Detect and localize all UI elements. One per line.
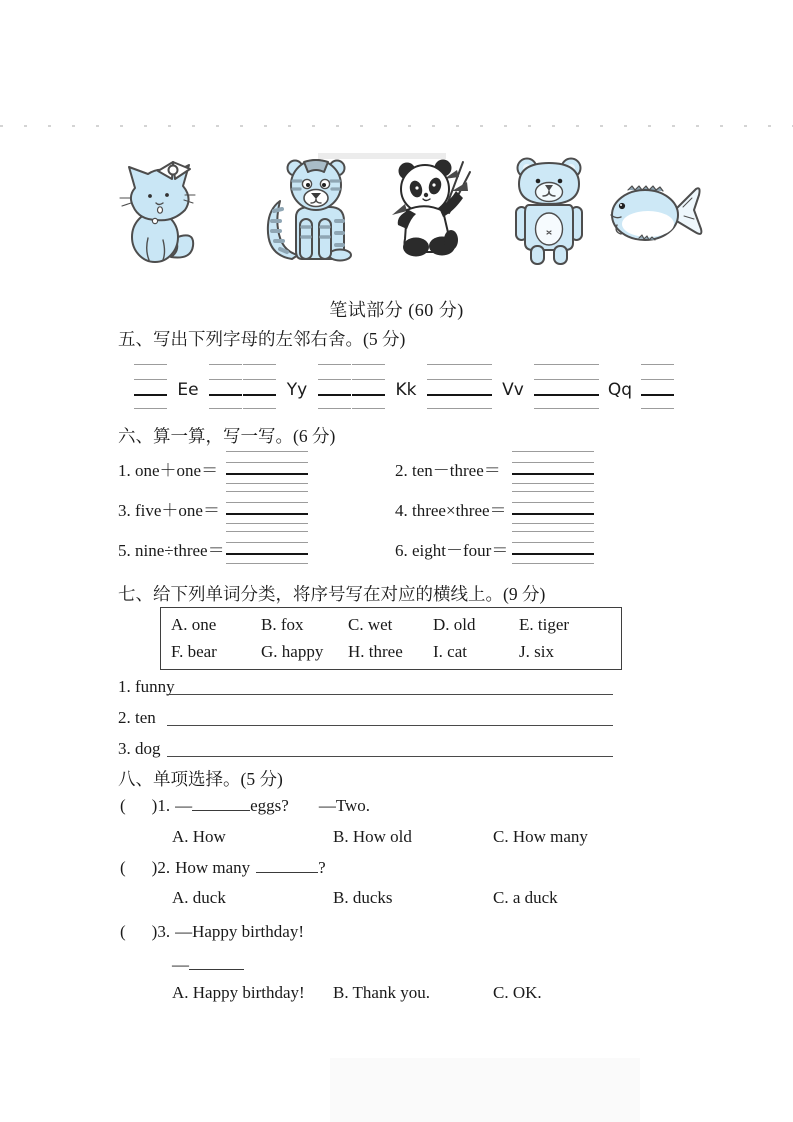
writing-lines-blank xyxy=(134,364,167,410)
answer-text: —Two. xyxy=(318,796,371,815)
dotted-cut-line xyxy=(0,125,793,127)
letter-neighbor-group xyxy=(352,364,460,411)
section5-title: 五、写出下列字母的左邻右舍。(5 分) xyxy=(118,329,406,349)
fish-image xyxy=(605,178,705,251)
letter-neighbor-group xyxy=(134,364,242,411)
scan-shading xyxy=(330,1058,640,1122)
option-a: A. Happy birthday! xyxy=(172,983,305,1002)
option-b: B. Thank you. xyxy=(333,983,430,1002)
answer-lines-blank xyxy=(512,451,594,484)
word-bank-box xyxy=(160,607,622,670)
question-mark: ? xyxy=(318,858,326,877)
math-item-4: 4. three×three＝ xyxy=(395,501,507,520)
question-1-options xyxy=(0,826,793,848)
open-paren: ( xyxy=(120,858,126,877)
letter-label: Qq xyxy=(607,380,633,400)
option-c: C. How many xyxy=(493,827,588,846)
letter-label: Yy xyxy=(286,380,308,400)
section8-title: 八、单项选择。(5 分) xyxy=(118,769,283,789)
word-bank-item: B. fox xyxy=(261,614,304,634)
writing-lines-blank xyxy=(318,364,351,410)
math-item-3: 3. five＋one＝ xyxy=(118,501,220,520)
answer-lines-blank xyxy=(512,491,594,524)
writing-lines-blank xyxy=(566,364,599,410)
answer-line xyxy=(167,694,613,695)
word-bank-item: D. old xyxy=(433,614,476,634)
word-bank-item: A. one xyxy=(171,614,217,634)
stem-text: eggs? xyxy=(250,796,289,815)
option-b: B. ducks xyxy=(333,888,393,907)
fill-blank xyxy=(256,859,318,873)
word-bank-item: I. cat xyxy=(433,642,467,662)
question-1-stem xyxy=(120,795,370,817)
answer-line xyxy=(167,725,613,726)
word-bank-item: C. wet xyxy=(348,614,393,634)
letter-label: Kk xyxy=(395,380,417,400)
question-3-reply xyxy=(172,954,244,976)
question-number: )1. xyxy=(151,796,171,815)
math-item-5: 5. nine÷three＝ xyxy=(118,541,225,560)
classify-label: 3. dog xyxy=(118,739,161,758)
stem-text: How many xyxy=(175,858,251,877)
open-paren: ( xyxy=(120,796,126,815)
question-2-options xyxy=(0,887,793,909)
tiger-image xyxy=(252,155,360,270)
math-item-2: 2. ten－three＝ xyxy=(395,461,501,480)
option-c: C. a duck xyxy=(493,888,558,907)
fill-blank xyxy=(192,797,250,811)
writing-lines-blank xyxy=(427,364,460,410)
open-paren: ( xyxy=(120,922,126,941)
question-3-options xyxy=(0,982,793,1004)
word-bank-item: H. three xyxy=(348,642,403,662)
writing-lines-blank xyxy=(243,364,276,410)
math-item-6: 6. eight－four＝ xyxy=(395,541,509,560)
option-c: C. OK. xyxy=(493,983,542,1002)
classify-row-ten xyxy=(118,707,613,731)
letter-neighbor-group xyxy=(243,364,351,411)
classify-row-dog xyxy=(118,738,613,762)
math-item-1: 1. one＋one＝ xyxy=(118,461,219,480)
letter-label: Vv xyxy=(502,380,524,400)
writing-lines-blank xyxy=(459,364,492,410)
answer-lines-blank xyxy=(226,491,308,524)
cat-image xyxy=(115,158,203,269)
classify-label: 2. ten xyxy=(118,708,156,727)
answer-lines-blank xyxy=(512,531,594,564)
writing-lines-blank xyxy=(641,364,674,410)
word-bank-item: F. bear xyxy=(171,642,217,662)
letter-neighbor-group xyxy=(566,364,674,411)
written-section-heading: 笔试部分 (60 分) xyxy=(329,300,464,320)
option-b: B. How old xyxy=(333,827,412,846)
bear-image xyxy=(512,155,586,270)
letter-neighbor-group xyxy=(459,364,567,411)
section7-title: 七、给下列单词分类，将序号写在对应的横线上。(9 分) xyxy=(118,584,546,604)
question-2-stem xyxy=(120,857,326,879)
answer-line xyxy=(167,756,613,757)
question-number: )2. xyxy=(151,858,171,877)
word-bank-item: E. tiger xyxy=(519,614,570,634)
answer-lines-blank xyxy=(226,451,308,484)
stem-text: —Happy birthday! xyxy=(175,922,304,941)
dialogue-dash: — xyxy=(175,796,193,815)
classify-row-funny xyxy=(118,676,613,700)
question-number: )3. xyxy=(151,922,171,941)
letter-label: Ee xyxy=(177,380,199,400)
writing-lines-blank xyxy=(534,364,567,410)
writing-lines-blank xyxy=(209,364,242,410)
option-a: A. How xyxy=(172,827,226,846)
answer-lines-blank xyxy=(226,531,308,564)
panda-image xyxy=(385,158,480,265)
writing-lines-blank xyxy=(352,364,385,410)
section6-title: 六、算一算，写一写。(6 分) xyxy=(118,426,336,446)
word-bank-item: J. six xyxy=(519,642,554,662)
question-3-stem xyxy=(120,921,304,943)
fill-blank xyxy=(189,956,244,970)
dialogue-dash: — xyxy=(172,955,189,974)
option-a: A. duck xyxy=(172,888,226,907)
word-bank-item: G. happy xyxy=(261,642,324,662)
classify-label: 1. funny xyxy=(118,677,175,696)
